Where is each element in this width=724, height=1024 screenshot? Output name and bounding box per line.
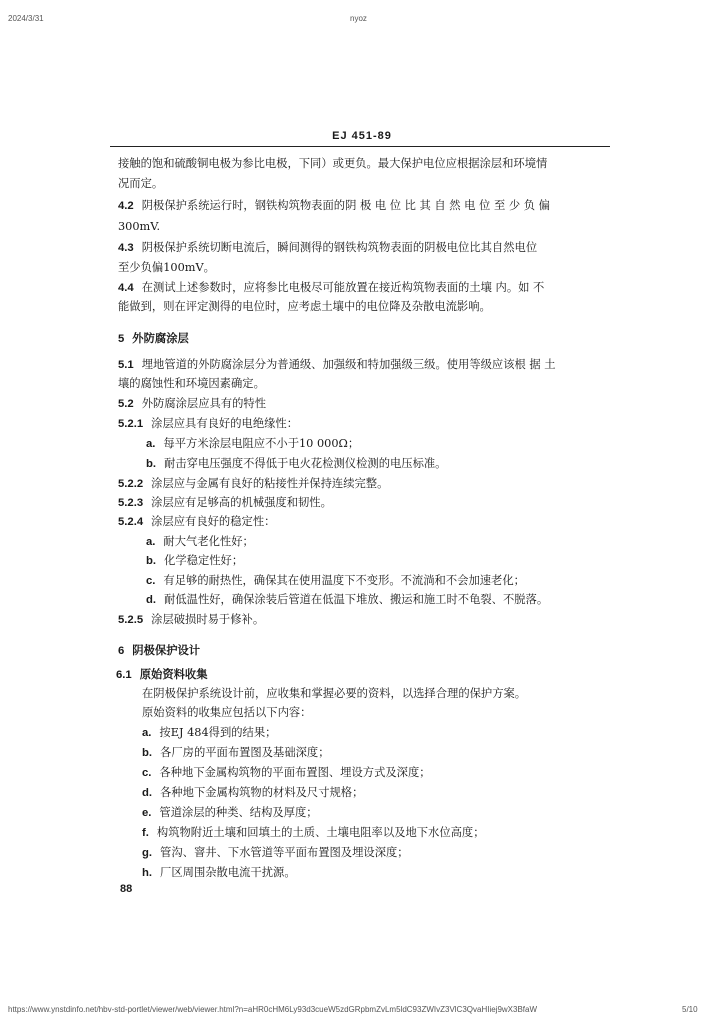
line-text: 各种地下金属构筑物的材料及尺寸规格； — [160, 786, 364, 799]
item-letter: f. — [142, 827, 149, 839]
line-text: 原始资料的收集应包括以下内容： — [142, 706, 312, 719]
clause-5-2-3 — [118, 495, 332, 511]
print-site-title: nyoz — [350, 14, 367, 23]
line-text: 涂层应有良好的稳定性： — [151, 515, 276, 528]
line-text: 按EJ 484得到的结果； — [159, 726, 277, 739]
section-number: 5 — [118, 333, 125, 345]
clause-number: 5.2.3 — [118, 497, 144, 509]
line-text: 厂区周围杂散电流干扰源。 — [160, 866, 296, 879]
line-text: 接触的饱和硫酸铜电极为参比电极，下同）或更负。最大保护电位应根据涂层和环境情 — [118, 157, 548, 170]
clause-5-2-2 — [118, 476, 388, 492]
line-text: 耐大气老化性好； — [163, 535, 254, 548]
list-item — [146, 436, 359, 452]
item-letter: g. — [142, 847, 153, 859]
section-5-heading — [118, 330, 189, 347]
list-item — [146, 534, 254, 550]
item-letter: b. — [142, 747, 153, 759]
clause-5-2 — [118, 396, 266, 412]
clause-number: 5.2.2 — [118, 478, 144, 490]
line-text: 涂层应有足够高的机械强度和韧性。 — [151, 496, 332, 509]
list-item — [146, 456, 446, 472]
clause-number: 4.4 — [118, 282, 134, 294]
item-letter: d. — [142, 787, 153, 799]
header-rule — [110, 146, 610, 147]
item-letter: a. — [142, 727, 152, 739]
clause-number: 4.3 — [118, 242, 134, 254]
clause-6-1-heading — [116, 666, 208, 683]
line-text: 构筑物附近土壤和回填土的土质、土壤电阻率以及地下水位高度； — [156, 826, 485, 839]
item-letter: d. — [146, 594, 157, 606]
text-line — [118, 219, 160, 235]
line-text: 在阴极保护系统设计前，应收集和掌握必要的资料，以选择合理的保护方案。 — [142, 687, 527, 700]
clause-4-4 — [118, 280, 544, 296]
list-item — [142, 845, 409, 861]
list-item — [142, 745, 330, 761]
clause-number: 5.2.1 — [118, 418, 144, 430]
line-text: 有足够的耐热性，确保其在使用温度下不变形。不流淌和不会加速老化； — [163, 574, 525, 587]
line-text: 管沟、窨井、下水管道等平面布置图及埋设深度； — [160, 846, 409, 859]
line-text: 涂层应与金属有良好的粘接性并保持连续完整。 — [151, 477, 389, 490]
clause-number: 5.2.4 — [118, 516, 144, 528]
clause-4-3 — [118, 240, 537, 256]
section-6-heading — [118, 642, 200, 659]
list-item — [142, 825, 485, 841]
line-text: 在测试上述参数时，应将参比电极尽可能放置在接近构筑物表面的土壤 内。如 不 — [141, 281, 545, 294]
page-count: 5/10 — [682, 1005, 698, 1014]
line-text: 外防腐涂层应具有的特性 — [141, 397, 266, 410]
line-text: 耐低温性好，确保涂装后管道在低温下堆放、搬运和施工时不龟裂、不脱落。 — [164, 593, 549, 606]
text-line — [118, 299, 491, 315]
text-line — [142, 705, 311, 721]
line-text: 埋地管道的外防腐涂层分为普通级、加强级和特加强级三级。使用等级应该根 据 土 — [141, 358, 556, 371]
clause-5-2-4 — [118, 514, 275, 530]
line-text: 各种地下金属构筑物的平面布置图、埋设方式及深度； — [159, 766, 431, 779]
clause-5-2-1 — [118, 416, 298, 432]
clause-5-2-5 — [118, 612, 264, 628]
line-text: 涂层应具有良好的电绝缘性： — [151, 417, 299, 430]
list-item — [142, 865, 296, 881]
item-letter: c. — [146, 575, 156, 587]
line-text: 涂层破损时易于修补。 — [151, 613, 265, 626]
list-item — [146, 573, 525, 589]
text-line — [118, 260, 215, 276]
list-item — [142, 805, 318, 821]
section-number: 6 — [118, 645, 125, 657]
line-text: 耐击穿电压强度不得低于电火花检测仪检测的电压标准。 — [164, 457, 447, 470]
text-line — [118, 376, 265, 392]
line-text: 况而定。 — [118, 177, 164, 190]
line-text: 壤的腐蚀性和环境因素确定。 — [118, 377, 265, 390]
print-date: 2024/3/31 — [8, 14, 44, 23]
list-item — [142, 725, 276, 741]
clause-number: 5.2.5 — [118, 614, 144, 626]
section-title: 阴极保护设计 — [132, 643, 201, 657]
line-text: 至少负偏100mV。 — [118, 261, 215, 274]
list-item — [142, 765, 431, 781]
page-url: https://www.ynstdinfo.net/hbv-std-portlet/viewer/web/viewer.html?n=aHR0cHM6Ly93d3cueW5zdGRpbmZvLm5ldC93ZWIvZ3VlC3QvaHIiej9wX3BfaW — [8, 1005, 538, 1014]
page-number: 88 — [120, 883, 133, 895]
item-letter: b. — [146, 458, 157, 470]
line-text: 管道涂层的种类、结构及厚度； — [159, 806, 318, 819]
item-letter: a. — [146, 536, 156, 548]
line-text: 能做到，则在评定测得的电位时，应考虑土壤中的电位降及杂散电流影响。 — [118, 300, 491, 313]
line-text: 化学稳定性好； — [164, 554, 244, 567]
list-item — [146, 553, 243, 569]
list-item — [146, 592, 548, 608]
clause-4-2 — [118, 198, 550, 214]
clause-number: 4.2 — [118, 200, 134, 212]
text-line — [118, 176, 163, 192]
item-letter: b. — [146, 555, 157, 567]
item-letter: a. — [146, 438, 156, 450]
line-text: 各厂房的平面布置图及基础深度； — [160, 746, 330, 759]
line-text: 阴极保护系统运行时，钢铁构筑物表面的阴 极 电 位 比 其 自 然 电 位 至 少 负 偏 — [141, 199, 550, 212]
clause-number: 5.2 — [118, 398, 134, 410]
item-letter: e. — [142, 807, 152, 819]
item-letter: h. — [142, 867, 153, 879]
clause-5-1 — [118, 357, 556, 373]
item-letter: c. — [142, 767, 152, 779]
clause-title: 原始资料收集 — [139, 667, 208, 681]
list-item — [142, 785, 363, 801]
line-text: 阴极保护系统切断电流后，瞬间测得的钢铁构筑物表面的阴极电位比其自然电位 — [141, 241, 538, 254]
line-text: 300mV. — [118, 220, 161, 233]
line-text: 每平方米涂层电阻应不小于10 000Ω； — [163, 437, 360, 450]
text-line — [118, 156, 547, 172]
section-title: 外防腐涂层 — [132, 331, 189, 345]
clause-number: 6.1 — [116, 669, 132, 681]
text-line — [142, 686, 526, 702]
clause-number: 5.1 — [118, 359, 134, 371]
standard-number: EJ 451-89 — [332, 130, 392, 142]
